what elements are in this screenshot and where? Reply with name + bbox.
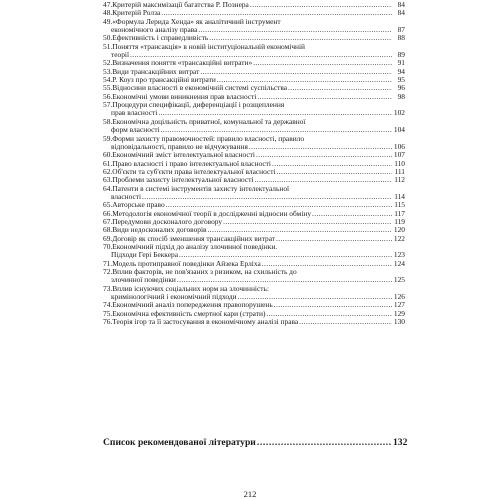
leader-dots [200,68,392,76]
toc-entry-title: 58.Економічна доцільність приватної, комунальної та державної [103,116,306,126]
toc-entry[interactable] [103,268,405,285]
recommended-literature-page: 132 [393,437,408,448]
toc-entry-page: 94 [397,66,405,76]
toc-entry-title: 59.Форми захисту правомочностей: правило власності, правило [103,133,305,143]
toc-entry-page: 130 [393,317,405,327]
toc-entry-page: 124 [393,258,405,268]
toc-entry-title: 65.Авторське право [103,200,165,210]
toc-entry-page: 119 [394,216,405,226]
toc-entry-title: 69.Договір як спосіб зменшення трансакційних витрат [103,233,276,243]
toc-entry-title: 64.Патенти в системі інструментів захисту інтелектуальної [103,183,290,193]
toc-entry-page: 107 [393,150,405,160]
toc-entry-title: 48.Критерій Ролза [103,8,161,18]
leader-dots [250,1,392,9]
toc-entry[interactable] [103,135,405,152]
toc-entry-page: 106 [393,141,405,151]
leader-dots [142,193,392,201]
toc-entry-page: 89 [397,50,405,60]
toc-entry-page: 96 [397,83,405,93]
toc-entry[interactable] [103,18,405,35]
leader-dots [288,84,392,92]
toc-entry-title: 51.Поняття «трансакція» в новій інституціональній економічній [103,41,305,51]
toc-entry-title: 62.Об'єкти та суб'єкти права інтелектуальної власності [103,166,276,176]
toc-entry-page: 127 [393,300,405,310]
toc-entry[interactable] [103,101,405,118]
toc-entry-page: 88 [397,33,405,43]
toc-entry-page: 129 [393,308,405,318]
toc-entry[interactable] [103,43,405,60]
toc-entry-title: теорії [111,50,130,60]
toc-entry-title: злочинної поведінки [111,275,176,285]
toc-entry-page: 117 [394,208,405,218]
toc-entry-page: 102 [393,108,405,118]
leader-dots [198,26,392,34]
toc-entry-title: 66.Методологія економічної теорії в дослідженні відносин обміну [103,208,312,218]
leader-dots [253,59,392,67]
leader-dots [277,168,392,176]
leader-dots [274,301,392,309]
toc-entry-page: 111 [394,166,405,176]
leader-dots [272,160,392,168]
leader-dots [249,143,392,151]
leader-dots [256,151,392,159]
toc-entry-title: форм власності [111,125,160,135]
toc-entry-title: 67.Передумови досконалого договору [103,216,223,226]
leader-dots [299,318,392,326]
toc-entry-page: 87 [397,25,405,35]
toc-entry[interactable] [103,185,405,202]
toc-entry-title: 47.Критерій максимізації багатства Р. Познера [103,0,249,9]
toc-entry-title: 73.Вплив існуючих соціальних норм на злочинність: [103,283,269,293]
toc-entry-page: 123 [393,250,405,260]
toc-entry-page: 110 [394,158,405,168]
toc-entry-title: 50.Ефективність і справедливість [103,33,209,43]
toc-entry[interactable] [103,285,405,302]
recommended-literature-label: Список рекомендованої літератури [103,437,256,448]
page-number: 212 [243,489,257,499]
toc-entry-title: 60.Економічний зміст інтелектуальної власності [103,150,255,160]
toc-entry[interactable] [103,243,405,260]
toc-entry-page: 104 [393,125,405,135]
toc-entry-title: економічного аналізу права [111,25,198,35]
toc-entry-page: 122 [393,233,405,243]
toc-entry-title: 57.Процедури специфікації, диференціації і розщеплення [103,100,285,110]
toc-entry-title: Підходи Гері Беккера [111,250,178,260]
leader-dots [312,210,392,218]
toc-entry-page: 120 [393,225,405,235]
toc-entry-title: 49.«Формула Лерида Хенда» як аналітичний інструмент [103,16,281,26]
toc-entry[interactable] [103,118,405,135]
toc-entry-page: 95 [397,75,405,85]
toc-entry-title: 54.Р. Коуз про трансакційні витрати [103,75,216,85]
toc-entry-title: 56.Економічні умови виникнення прав власності [103,91,257,101]
toc-entry-title: 74.Економічний аналіз попередження правопорушень [103,300,273,310]
toc-entry-title: 52.Визначення поняття «трансакційні витрати» [103,58,253,68]
toc-entry-title: власності [111,191,142,201]
toc-entry-title: 70.Економічний підхід до аналізу злочинної поведінки. [103,241,278,251]
toc-entry-title: 63.Проблеми захисту інтелектуальної власності [103,175,254,185]
toc-entry-page: 125 [393,275,405,285]
toc-entry[interactable] [103,318,405,326]
toc-entry-page: 91 [397,58,405,68]
toc-entry-page: 84 [397,0,405,9]
toc-entry-row [103,318,405,326]
toc-entry-page: 115 [394,200,405,210]
toc-entry-title: 55.Відносини власності в економічній системі суспільства [103,83,288,93]
toc-entry-title: 72.Вплив факторів, не пов'язаних з ризиком, на схильність до [103,267,297,276]
leader-dots [257,437,392,448]
toc-entry-title: 53.Види трансакційних витрат [103,66,200,76]
toc-entry-page: 98 [397,91,405,101]
toc-entry-title: 76.Теорія ігор та її застосування в економічному аналізі права [103,317,299,327]
toc-entry-title: кримінологічний і економічний підходи [111,292,237,302]
toc-entry-page: 126 [393,292,405,302]
recommended-literature-entry[interactable] [103,437,408,448]
toc-entry-title: 68.Види недосконалих договорів [103,225,207,235]
toc-entry-title: 61.Право власності і право інтелектуальної власності [103,158,271,168]
table-of-contents [103,1,405,326]
toc-entry-title: прав власності [111,108,158,118]
leader-dots [223,218,392,226]
toc-entry-title: відповідальності, правило не відчужування [111,141,248,151]
toc-entry-page: 112 [394,175,405,185]
toc-entry-title: 75.Економічна ефективність смертної кари (страти) [103,308,266,318]
toc-entry-page: 84 [397,8,405,18]
toc-entry-title: 71.Модель протиправної поведінки Айзека Ерліха [103,258,261,268]
leader-dots [276,235,392,243]
toc-entry-page: 114 [394,191,405,201]
